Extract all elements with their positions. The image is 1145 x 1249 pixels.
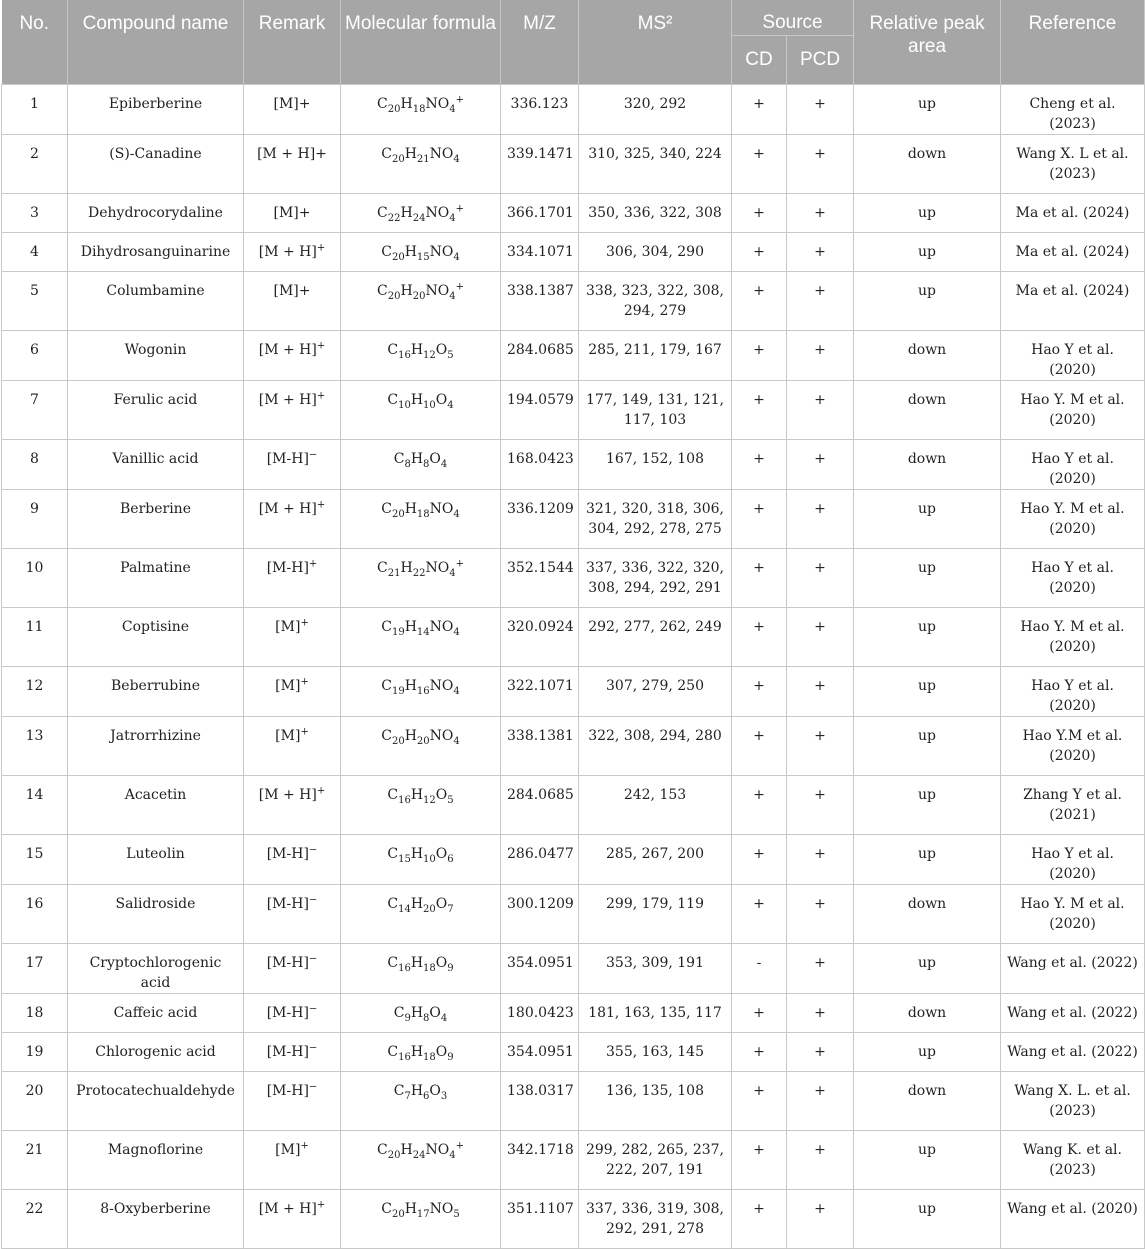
cell-cd: + [732,776,787,835]
cell-ms2: 338, 323, 322, 308, 294, 279 [579,272,732,331]
cell-ms2: 292, 277, 262, 249 [579,608,732,667]
cell-molecular-formula: $C_{19}H_{14}NO_4$ [341,608,501,667]
table-row [2,835,1145,885]
cell-molecular-formula: $C_{20}H_{18}NO_4^+$ [341,85,501,135]
table-row [2,331,1145,381]
cell-cd: + [732,331,787,381]
cell-reference: Hao Y. M et al. (2020) [1001,885,1145,944]
cell-pcd: + [787,667,854,717]
cell-ms2: 307, 279, 250 [579,667,732,717]
cell-reference: Wang et al. (2022) [1001,994,1145,1033]
cell-pcd: + [787,1131,854,1190]
table-row [2,717,1145,776]
cell-relative-peak-area: up [854,85,1001,135]
cell-remark: [M]+ [244,194,341,233]
cell-remark: [M + H]+ [244,776,341,835]
cell-molecular-formula: $C_{16}H_{12}O_5$ [341,776,501,835]
cell-compound-name: Epiberberine [68,85,244,135]
cell-reference: Wang X. L. et al. (2023) [1001,1072,1145,1131]
cell-mz: 338.1381 [501,717,579,776]
cell-compound-name: Caffeic acid [68,994,244,1033]
cell-ms2: 299, 282, 265, 237, 222, 207, 191 [579,1131,732,1190]
table-row [2,440,1145,490]
cell-remark: [M + H]+ [244,135,341,194]
cell-ms2: 322, 308, 294, 280 [579,717,732,776]
cell-no: 11 [2,608,68,667]
cell-compound-name: Berberine [68,490,244,549]
table-row [2,994,1145,1033]
cell-remark: [M]+ [244,667,341,717]
header-ms2: MS² [579,0,732,85]
cell-molecular-formula: $C_{21}H_{22}NO_4^+$ [341,549,501,608]
cell-pcd: + [787,717,854,776]
cell-no: 1 [2,85,68,135]
cell-mz: 354.0951 [501,944,579,994]
cell-reference: Ma et al. (2024) [1001,233,1145,272]
cell-cd: + [732,381,787,440]
cell-mz: 322.1071 [501,667,579,717]
cell-compound-name: Vanillic acid [68,440,244,490]
cell-mz: 336.1209 [501,490,579,549]
cell-compound-name: Salidroside [68,885,244,944]
cell-ms2: 242, 153 [579,776,732,835]
cell-cd: + [732,885,787,944]
cell-mz: 339.1471 [501,135,579,194]
cell-cd: + [732,490,787,549]
cell-relative-peak-area: up [854,776,1001,835]
cell-cd: + [732,608,787,667]
cell-remark: [M-H]− [244,1033,341,1072]
table-row [2,608,1145,667]
cell-remark: [M]+ [244,272,341,331]
cell-reference: Wang et al. (2022) [1001,1033,1145,1072]
cell-no: 10 [2,549,68,608]
cell-remark: [M-H]− [244,885,341,944]
cell-pcd: + [787,440,854,490]
cell-pcd: + [787,944,854,994]
table-row [2,135,1145,194]
cell-molecular-formula: $C_{14}H_{20}O_7$ [341,885,501,944]
cell-ms2: 306, 304, 290 [579,233,732,272]
cell-no: 19 [2,1033,68,1072]
cell-pcd: + [787,135,854,194]
cell-cd: + [732,272,787,331]
cell-relative-peak-area: up [854,835,1001,885]
table-row [2,85,1145,135]
header-mz: M/Z [501,0,579,85]
cell-mz: 284.0685 [501,776,579,835]
cell-remark: [M + H]+ [244,1190,341,1249]
cell-molecular-formula: $C_9H_8O_4$ [341,994,501,1033]
header-source: Source [732,0,854,36]
cell-reference: Ma et al. (2024) [1001,272,1145,331]
cell-compound-name: Jatrorrhizine [68,717,244,776]
cell-reference: Cheng et al. (2023) [1001,85,1145,135]
cell-remark: [M]+ [244,717,341,776]
cell-mz: 138.0317 [501,1072,579,1131]
cell-ms2: 353, 309, 191 [579,944,732,994]
cell-pcd: + [787,885,854,944]
cell-molecular-formula: $C_8H_8O_4$ [341,440,501,490]
cell-remark: [M-H]− [244,1072,341,1131]
cell-no: 7 [2,381,68,440]
cell-compound-name: Chlorogenic acid [68,1033,244,1072]
cell-ms2: 337, 336, 319, 308, 292, 291, 278 [579,1190,732,1249]
cell-relative-peak-area: up [854,549,1001,608]
cell-cd: + [732,1131,787,1190]
cell-pcd: + [787,85,854,135]
cell-pcd: + [787,331,854,381]
cell-reference: Hao Y et al. (2020) [1001,331,1145,381]
cell-compound-name: Ferulic acid [68,381,244,440]
cell-molecular-formula: $C_{22}H_{24}NO_4^+$ [341,194,501,233]
cell-no: 21 [2,1131,68,1190]
cell-no: 12 [2,667,68,717]
header-remark: Remark [244,0,341,85]
cell-mz: 342.1718 [501,1131,579,1190]
cell-cd: + [732,994,787,1033]
cell-reference: Hao Y et al. (2020) [1001,835,1145,885]
cell-relative-peak-area: up [854,1190,1001,1249]
table-row [2,194,1145,233]
cell-ms2: 181, 163, 135, 117 [579,994,732,1033]
header-reference: Reference [1001,0,1145,85]
cell-cd: + [732,549,787,608]
cell-no: 22 [2,1190,68,1249]
cell-mz: 284.0685 [501,331,579,381]
cell-pcd: + [787,194,854,233]
cell-reference: Wang K. et al. (2023) [1001,1131,1145,1190]
cell-ms2: 167, 152, 108 [579,440,732,490]
cell-reference: Wang et al. (2020) [1001,1190,1145,1249]
cell-remark: [M + H]+ [244,381,341,440]
table-row [2,885,1145,944]
cell-compound-name: Protocatechualdehyde [68,1072,244,1131]
cell-ms2: 285, 211, 179, 167 [579,331,732,381]
cell-compound-name: Acacetin [68,776,244,835]
cell-mz: 180.0423 [501,994,579,1033]
cell-no: 15 [2,835,68,885]
cell-compound-name: 8-Oxyberberine [68,1190,244,1249]
cell-compound-name: (S)-Canadine [68,135,244,194]
cell-no: 16 [2,885,68,944]
cell-pcd: + [787,994,854,1033]
table-body [2,85,1145,1249]
cell-ms2: 321, 320, 318, 306, 304, 292, 278, 275 [579,490,732,549]
cell-remark: [M + H]+ [244,331,341,381]
cell-relative-peak-area: down [854,381,1001,440]
header-no: No. [2,0,68,85]
cell-relative-peak-area: up [854,1131,1001,1190]
cell-compound-name: Beberrubine [68,667,244,717]
cell-cd: + [732,1190,787,1249]
cell-reference: Zhang Y et al. (2021) [1001,776,1145,835]
cell-mz: 366.1701 [501,194,579,233]
cell-no: 14 [2,776,68,835]
cell-relative-peak-area: down [854,135,1001,194]
cell-remark: [M-H]− [244,944,341,994]
cell-molecular-formula: $C_{16}H_{12}O_5$ [341,331,501,381]
cell-compound-name: Luteolin [68,835,244,885]
cell-cd: + [732,135,787,194]
table-header [2,0,1145,85]
cell-no: 2 [2,135,68,194]
cell-compound-name: Columbamine [68,272,244,331]
cell-mz: 286.0477 [501,835,579,885]
cell-remark: [M-H]− [244,835,341,885]
cell-cd: + [732,667,787,717]
cell-compound-name: Cryptochlorogenic acid [68,944,244,994]
compound-table [1,0,1145,1249]
cell-remark: [M]+ [244,1131,341,1190]
cell-reference: Wang et al. (2022) [1001,944,1145,994]
cell-no: 13 [2,717,68,776]
cell-molecular-formula: $C_{20}H_{18}NO_4$ [341,490,501,549]
cell-compound-name: Dihydrosanguinarine [68,233,244,272]
cell-relative-peak-area: up [854,490,1001,549]
cell-remark: [M-H]+ [244,549,341,608]
cell-molecular-formula: $C_{10}H_{10}O_4$ [341,381,501,440]
cell-pcd: + [787,490,854,549]
table-row [2,776,1145,835]
cell-no: 3 [2,194,68,233]
cell-molecular-formula: $C_{20}H_{15}NO_4$ [341,233,501,272]
cell-ms2: 320, 292 [579,85,732,135]
table-row [2,1033,1145,1072]
cell-relative-peak-area: up [854,608,1001,667]
cell-relative-peak-area: up [854,667,1001,717]
cell-mz: 351.1107 [501,1190,579,1249]
cell-pcd: + [787,608,854,667]
header-compound-name: Compound name [68,0,244,85]
cell-reference: Wang X. L et al. (2023) [1001,135,1145,194]
cell-relative-peak-area: up [854,272,1001,331]
cell-relative-peak-area: up [854,1033,1001,1072]
cell-remark: [M]+ [244,608,341,667]
header-pcd: PCD [787,36,854,85]
cell-reference: Hao Y et al. (2020) [1001,440,1145,490]
cell-relative-peak-area: up [854,194,1001,233]
cell-molecular-formula: $C_{20}H_{20}NO_4^+$ [341,272,501,331]
cell-pcd: + [787,1190,854,1249]
cell-mz: 194.0579 [501,381,579,440]
cell-remark: [M-H]− [244,440,341,490]
cell-mz: 300.1209 [501,885,579,944]
cell-cd: + [732,835,787,885]
cell-cd: + [732,194,787,233]
table-row [2,1072,1145,1131]
cell-ms2: 337, 336, 322, 320, 308, 294, 292, 291 [579,549,732,608]
cell-ms2: 350, 336, 322, 308 [579,194,732,233]
table-row [2,381,1145,440]
header-cd: CD [732,36,787,85]
cell-pcd: + [787,272,854,331]
cell-cd: - [732,944,787,994]
cell-no: 8 [2,440,68,490]
cell-remark: [M]+ [244,85,341,135]
cell-mz: 334.1071 [501,233,579,272]
cell-ms2: 136, 135, 108 [579,1072,732,1131]
table-row [2,490,1145,549]
cell-pcd: + [787,1033,854,1072]
cell-reference: Ma et al. (2024) [1001,194,1145,233]
cell-compound-name: Palmatine [68,549,244,608]
cell-molecular-formula: $C_{20}H_{24}NO_4^+$ [341,1131,501,1190]
cell-mz: 168.0423 [501,440,579,490]
cell-relative-peak-area: up [854,717,1001,776]
cell-molecular-formula: $C_{19}H_{16}NO_4$ [341,667,501,717]
cell-remark: [M + H]+ [244,490,341,549]
table-row [2,1190,1145,1249]
cell-remark: [M + H]+ [244,233,341,272]
cell-compound-name: Coptisine [68,608,244,667]
cell-relative-peak-area: down [854,440,1001,490]
table-row [2,944,1145,994]
cell-cd: + [732,233,787,272]
cell-compound-name: Wogonin [68,331,244,381]
cell-mz: 336.123 [501,85,579,135]
cell-mz: 352.1544 [501,549,579,608]
cell-mz: 338.1387 [501,272,579,331]
cell-no: 4 [2,233,68,272]
cell-pcd: + [787,381,854,440]
cell-cd: + [732,85,787,135]
table-row [2,667,1145,717]
cell-relative-peak-area: down [854,994,1001,1033]
cell-no: 6 [2,331,68,381]
cell-reference: Hao Y. M et al. (2020) [1001,608,1145,667]
table-row [2,1131,1145,1190]
cell-relative-peak-area: up [854,233,1001,272]
table-row [2,549,1145,608]
cell-relative-peak-area: down [854,331,1001,381]
cell-no: 17 [2,944,68,994]
cell-relative-peak-area: down [854,885,1001,944]
cell-cd: + [732,1033,787,1072]
cell-reference: Hao Y.M et al. (2020) [1001,717,1145,776]
cell-molecular-formula: $C_{20}H_{20}NO_4$ [341,717,501,776]
cell-molecular-formula: $C_{20}H_{17}NO_5$ [341,1190,501,1249]
cell-mz: 320.0924 [501,608,579,667]
cell-reference: Hao Y. M et al. (2020) [1001,381,1145,440]
cell-mz: 354.0951 [501,1033,579,1072]
cell-no: 20 [2,1072,68,1131]
cell-ms2: 299, 179, 119 [579,885,732,944]
cell-pcd: + [787,233,854,272]
cell-molecular-formula: $C_{20}H_{21}NO_4$ [341,135,501,194]
cell-cd: + [732,717,787,776]
cell-ms2: 355, 163, 145 [579,1033,732,1072]
cell-molecular-formula: $C_{16}H_{18}O_9$ [341,1033,501,1072]
cell-ms2: 285, 267, 200 [579,835,732,885]
cell-pcd: + [787,835,854,885]
cell-compound-name: Magnoflorine [68,1131,244,1190]
cell-reference: Hao Y. M et al. (2020) [1001,490,1145,549]
cell-compound-name: Dehydrocorydaline [68,194,244,233]
cell-no: 18 [2,994,68,1033]
cell-cd: + [732,440,787,490]
cell-reference: Hao Y et al. (2020) [1001,549,1145,608]
cell-pcd: + [787,1072,854,1131]
cell-pcd: + [787,549,854,608]
table-row [2,272,1145,331]
cell-no: 9 [2,490,68,549]
cell-relative-peak-area: up [854,944,1001,994]
cell-relative-peak-area: down [854,1072,1001,1131]
cell-no: 5 [2,272,68,331]
cell-molecular-formula: $C_{15}H_{10}O_6$ [341,835,501,885]
cell-ms2: 177, 149, 131, 121, 117, 103 [579,381,732,440]
cell-reference: Hao Y et al. (2020) [1001,667,1145,717]
cell-ms2: 310, 325, 340, 224 [579,135,732,194]
cell-remark: [M-H]− [244,994,341,1033]
header-relative-peak-area: Relative peak area [854,0,1001,85]
cell-molecular-formula: $C_{16}H_{18}O_9$ [341,944,501,994]
cell-molecular-formula: $C_7H_6O_3$ [341,1072,501,1131]
header-molecular-formula: Molecular formula [341,0,501,85]
cell-pcd: + [787,776,854,835]
table-row [2,233,1145,272]
cell-cd: + [732,1072,787,1131]
